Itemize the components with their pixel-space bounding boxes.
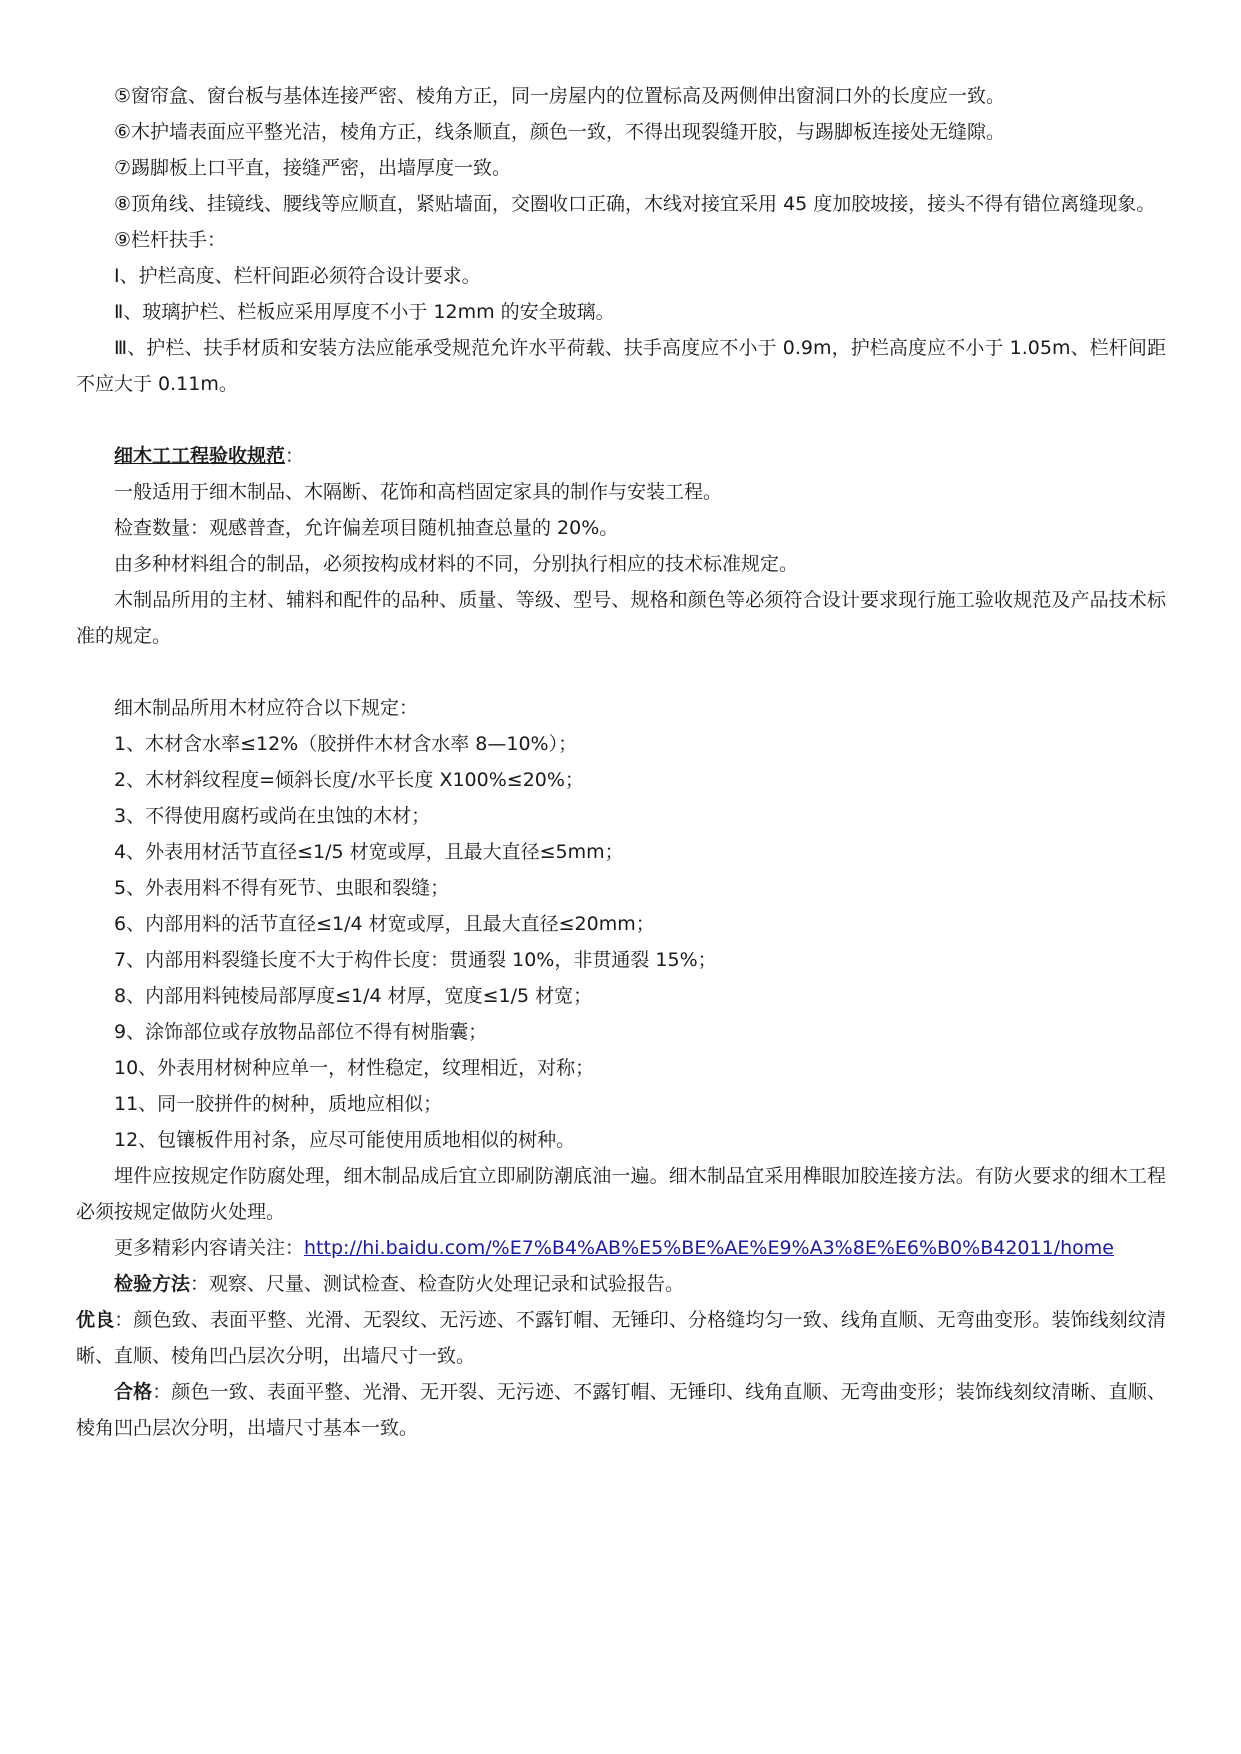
- wood-rule-10: 10、外表用材树种应单一，材性稳定，纹理相近，对称；: [114, 1057, 595, 1079]
- spacer: [76, 654, 1166, 690]
- wood-rule-5: 5、外表用料不得有死节、虫眼和裂缝；: [114, 877, 450, 899]
- composite-paragraph: 由多种材料组合的制品，必须按构成材料的不同，分别执行相应的技术标准规定。: [114, 553, 799, 575]
- document-page: [76, 78, 1166, 1446]
- more-content-line: [76, 1230, 1166, 1266]
- wood-rule-6: 6、内部用料的活节直径≤1/4 材宽或厚，且最大直径≤20mm；: [114, 913, 655, 935]
- wood-rule-2: 2、木材斜纹程度=倾斜长度/水平长度 X100%≤20%；: [114, 769, 584, 791]
- inspection-method: [76, 1266, 1166, 1302]
- wood-rule-3: 3、不得使用腐朽或尚在虫蚀的木材；: [114, 805, 431, 827]
- railing-rule-1: Ⅰ、护栏高度、栏杆间距必须符合设计要求。: [114, 265, 481, 287]
- wood-rule-8: 8、内部用料钝棱局部厚度≤1/4 材厚，宽度≤1/5 材宽；: [114, 985, 593, 1007]
- more-content-label: 更多精彩内容请关注：: [114, 1237, 305, 1259]
- grade-qualified: [76, 1374, 1166, 1446]
- scope-paragraph: 一般适用于细木制品、木隔断、花饰和高档固定家具的制作与安装工程。: [114, 481, 723, 503]
- grade-excellent: [76, 1302, 1166, 1374]
- wood-rules-intro: 细木制品所用木材应符合以下规定：: [114, 697, 419, 719]
- inspection-text: ：观察、尺量、测试检查、检查防火处理记录和试验报告。: [190, 1273, 685, 1295]
- qualified-label: 合格: [114, 1381, 153, 1403]
- item-curtain-box: ⑤窗帘盒、窗台板与基体连接严密、棱角方正，同一房屋内的位置标高及两侧伸出窗洞口外的长度应一致。: [114, 85, 1006, 107]
- item-skirting: ⑦踢脚板上口平直，接缝严密，出墙厚度一致。: [114, 157, 512, 179]
- embedded-parts-paragraph: 埋件应按规定作防腐处理，细木制品成后宜立即刷防潮底油一遍。细木制品宜采用榫眼加胶连接方法。有防火要求的细木工程必须按规定做防火处理。: [76, 1165, 1166, 1223]
- spacer: [76, 402, 1166, 438]
- excellent-label: 优良: [76, 1309, 115, 1331]
- inspection-label: 检验方法: [114, 1273, 191, 1295]
- section-heading: [76, 438, 1166, 474]
- item-railing-title: ⑨栏杆扶手：: [114, 229, 227, 251]
- section-heading-colon: ：: [285, 445, 305, 467]
- wood-rule-7: 7、内部用料裂缝长度不大于构件长度：贯通裂 10%，非贯通裂 15%；: [114, 949, 717, 971]
- wood-rule-4: 4、外表用材活节直径≤1/5 材宽或厚，且最大直径≤5mm；: [114, 841, 624, 863]
- wood-rule-12: 12、包镶板件用衬条，应尽可能使用质地相似的树种。: [114, 1129, 576, 1151]
- excellent-text: ：颜色致、表面平整、光滑、无裂纹、无污迹、不露钉帽、无锤印、分格缝均匀一致、线角直顺、无弯曲变形。装饰线刻纹清晰、直顺、棱角凹凸层次分明，出墙尺寸一致。: [76, 1309, 1166, 1367]
- railing-rule-2: Ⅱ、玻璃护栏、栏板应采用厚度不小于 12mm 的安全玻璃。: [114, 301, 615, 323]
- section-heading-text: 细木工工程验收规范: [114, 445, 286, 467]
- wood-rule-9: 9、涂饰部位或存放物品部位不得有树脂囊；: [114, 1021, 488, 1043]
- quantity-paragraph: 检查数量：观感普查，允许偏差项目随机抽查总量的 20%。: [114, 517, 619, 539]
- wood-rule-11: 11、同一胶拼件的树种，质地应相似；: [114, 1093, 443, 1115]
- wood-rule-1: 1、木材含水率≤12%（胶拼件木材含水率 8—10%）；: [114, 733, 578, 755]
- materials-paragraph: 木制品所用的主材、辅料和配件的品种、质量、等级、型号、规格和颜色等必须符合设计要求现行施工验收规范及产品技术标准的规定。: [76, 589, 1166, 647]
- item-moulding: ⑧顶角线、挂镜线、腰线等应顺直，紧贴墙面，交圈收口正确，木线对接宜采用 45 度加胶坡接，接头不得有错位离缝现象。: [114, 193, 1156, 215]
- railing-rule-3: Ⅲ、护栏、扶手材质和安装方法应能承受规范允许水平荷载、扶手高度应不小于 0.9m，护栏高度应不小于 1.05m、栏杆间距不应大于 0.11m。: [76, 337, 1166, 395]
- item-wall-panel: ⑥木护墙表面应平整光洁，棱角方正，线条顺直，颜色一致，不得出现裂缝开胶，与踢脚板连接处无缝隙。: [114, 121, 1006, 143]
- qualified-text: ：颜色一致、表面平整、光滑、无开裂、无污迹、不露钉帽、无锤印、线角直顺、无弯曲变形；装饰线刻纹清晰、直顺、棱角凹凸层次分明，出墙尺寸基本一致。: [76, 1381, 1166, 1439]
- blog-link[interactable]: http://hi.baidu.com/%E7%B4%AB%E5%BE%AE%E9%A3%8E%E6%B0%B42011/home: [304, 1237, 1114, 1259]
